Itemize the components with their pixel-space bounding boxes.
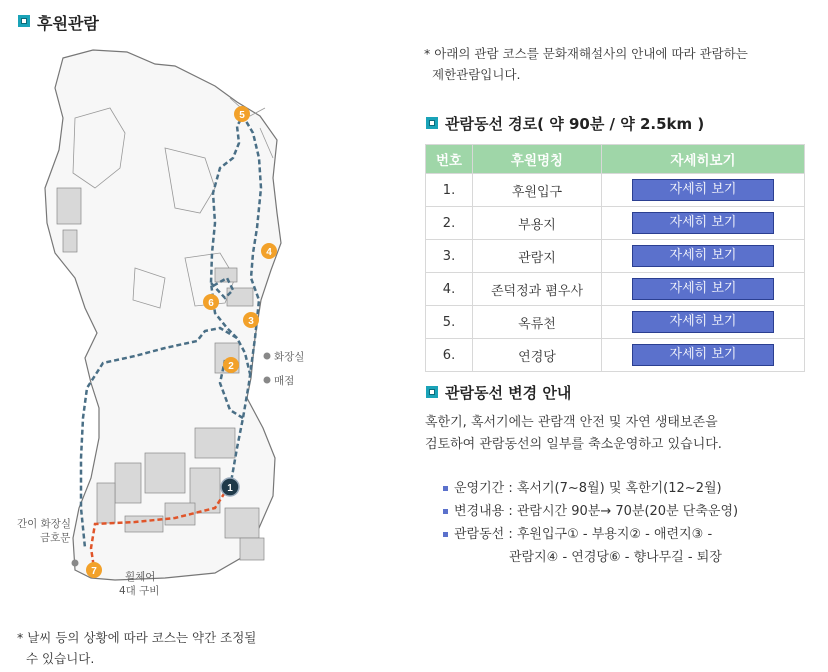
change-section-title: 관람동선 변경 안내 xyxy=(445,384,572,402)
table-row xyxy=(426,174,805,207)
row-number: 5. xyxy=(426,306,473,339)
row-number: 4. xyxy=(426,273,473,306)
marker-7 xyxy=(86,562,102,578)
row-number: 6. xyxy=(426,339,473,372)
table-row xyxy=(426,240,805,273)
route-square-icon xyxy=(426,117,438,129)
header-name: 후원명칭 xyxy=(473,145,602,174)
svg-text:6: 6 xyxy=(208,298,214,309)
marker-3 xyxy=(243,312,259,328)
detail-button-buyongji[interactable]: 자세히 보기 xyxy=(632,212,774,234)
intro-line1: * 아래의 관람 코스를 문화재해설사의 안내에 따라 관람하는 xyxy=(424,46,748,61)
detail-button-entrance[interactable]: 자세히 보기 xyxy=(632,179,774,201)
detail-button-jondeokjeong[interactable]: 자세히 보기 xyxy=(632,278,774,300)
bottom-note-line1: * 날씨 등의 상황에 따라 코스는 약간 조정될 xyxy=(17,630,257,645)
intro-line2: 제한관람입니다. xyxy=(432,67,521,82)
svg-text:1: 1 xyxy=(227,483,233,494)
bottom-note-line2: 수 있습니다. xyxy=(26,651,95,666)
marker-6 xyxy=(203,294,219,310)
svg-text:3: 3 xyxy=(248,316,254,327)
wheelchair-label-1: 휠체어 xyxy=(125,571,156,583)
route-table xyxy=(425,144,805,372)
wheelchair-label-2: 4대 구비 xyxy=(119,585,160,597)
row-name: 관람지 xyxy=(473,240,602,273)
change-square-icon xyxy=(426,386,438,398)
detail-button-gwallamji[interactable]: 자세히 보기 xyxy=(632,245,774,267)
svg-text:4: 4 xyxy=(266,247,272,258)
row-name: 후원입구 xyxy=(473,174,602,207)
detail-button-yeongyeongdang[interactable]: 자세히 보기 xyxy=(632,344,774,366)
table-row xyxy=(426,273,805,306)
row-name: 부용지 xyxy=(473,207,602,240)
svg-text:2: 2 xyxy=(228,361,234,372)
marker-1 xyxy=(221,478,239,496)
restroom-label: 화장실 xyxy=(274,351,305,363)
garden-route-map xyxy=(15,38,305,603)
table-row xyxy=(426,306,805,339)
marker-5 xyxy=(234,106,250,122)
route-item: 관람동선 : 후원입구① - 부용지② - 애련지③ - xyxy=(443,523,738,546)
table-row xyxy=(426,207,805,240)
change-details-list xyxy=(443,477,738,569)
row-name: 연경당 xyxy=(473,339,602,372)
gate-label: 금호문 xyxy=(40,532,71,544)
row-number: 2. xyxy=(426,207,473,240)
change-desc-line1: 혹한기, 혹서기에는 관람객 안전 및 자연 생태보존을 xyxy=(425,415,718,430)
page-title: 후원관람 xyxy=(37,14,99,33)
header-number: 번호 xyxy=(426,145,473,174)
marker-4 xyxy=(261,243,277,259)
row-name: 옥류천 xyxy=(473,306,602,339)
route-table-header xyxy=(426,145,805,174)
row-number: 1. xyxy=(426,174,473,207)
svg-text:5: 5 xyxy=(239,110,245,121)
marker-2 xyxy=(223,357,239,373)
change-desc-line2: 검토하여 관람동선의 일부를 축소운영하고 있습니다. xyxy=(425,437,722,452)
row-name: 존덕정과 폄우사 xyxy=(473,273,602,306)
row-number: 3. xyxy=(426,240,473,273)
temp-restroom-label: 간이 화장실 xyxy=(17,518,72,530)
store-label: 매점 xyxy=(274,375,295,387)
period-item: 운영기간 : 혹서기(7~8월) 및 혹한기(12~2월) xyxy=(443,477,738,500)
route-section-title: 관람동선 경로( 약 90분 / 약 2.5km ) xyxy=(445,115,705,133)
header-detail: 자세히보기 xyxy=(602,145,805,174)
title-square-icon xyxy=(18,15,30,27)
change-item: 변경내용 : 관람시간 90분→ 70분(20분 단축운영) xyxy=(443,500,738,523)
detail-button-okryucheon[interactable]: 자세히 보기 xyxy=(632,311,774,333)
table-row xyxy=(426,339,805,372)
svg-text:7: 7 xyxy=(91,566,97,577)
route-item-cont: 관람지④ - 연경당⑥ - 향나무길 - 퇴장 xyxy=(509,550,722,565)
